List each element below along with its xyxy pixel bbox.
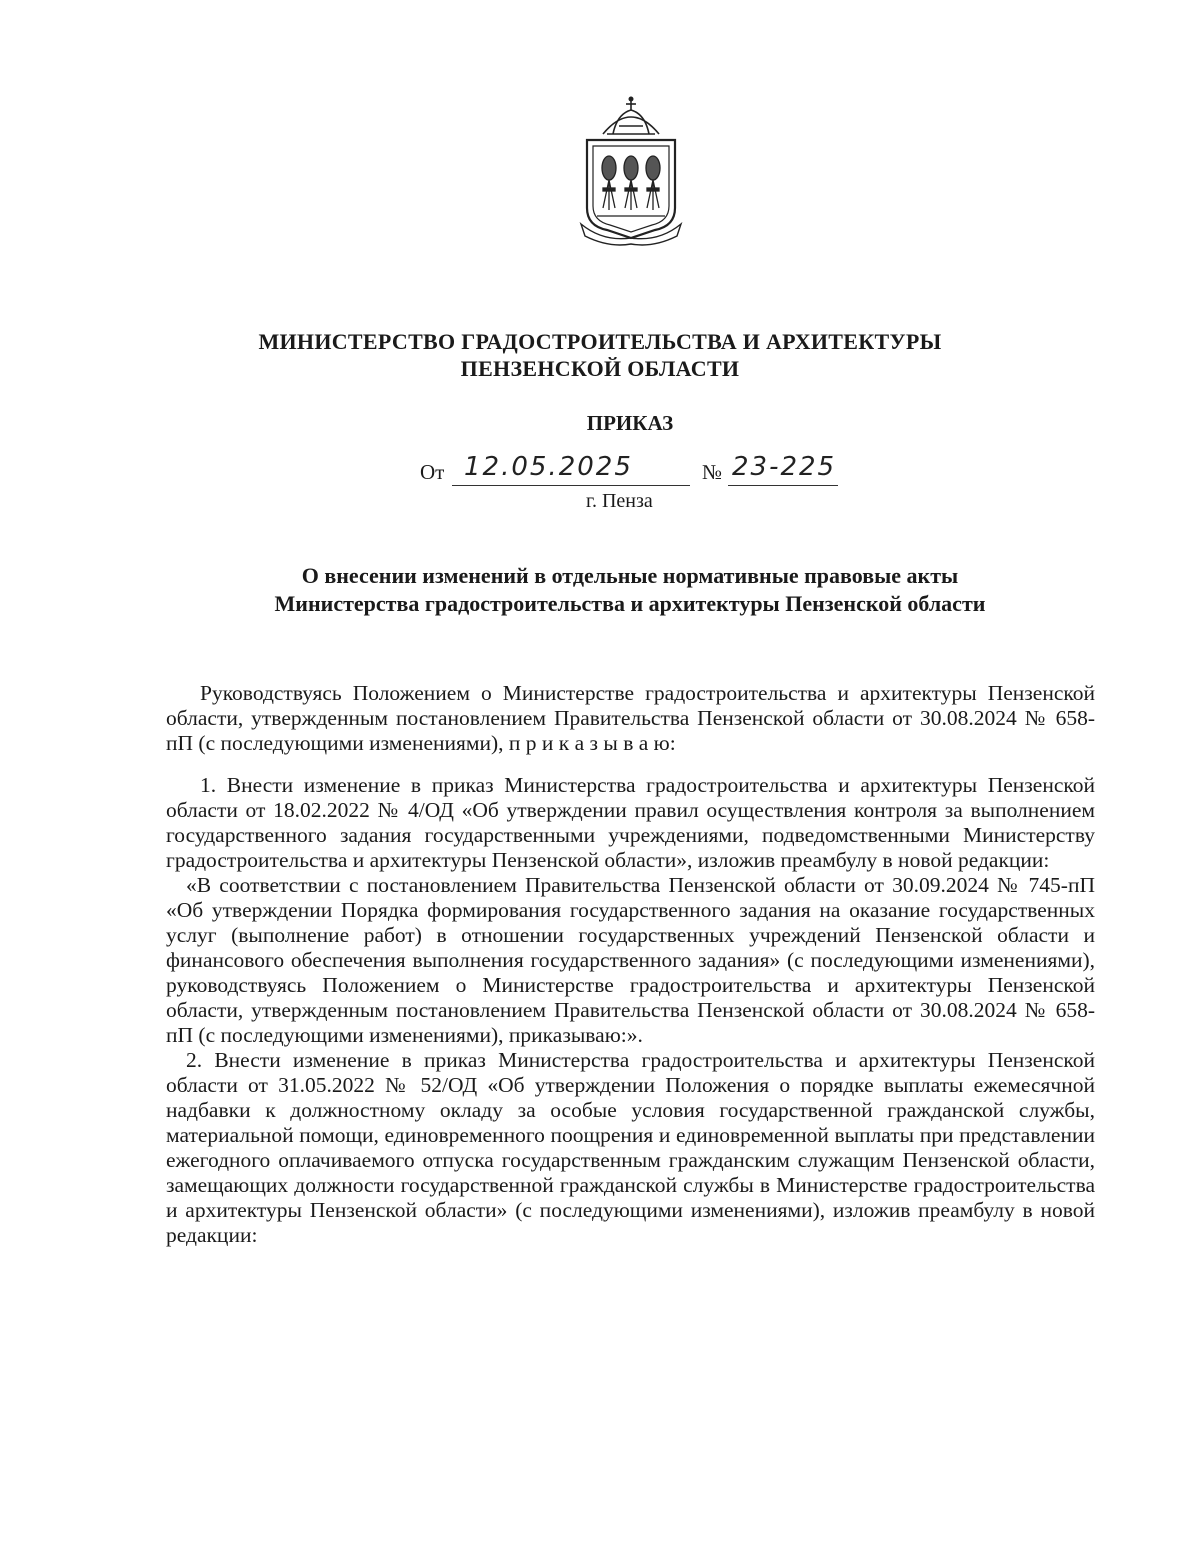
number-underline <box>728 485 838 486</box>
ministry-name <box>0 328 1200 382</box>
order-body <box>166 681 1095 1248</box>
item-1-paragraph: 1. Внести изменение в приказ Министерства градостроительства и архитектуры Пензенской области от 18.02.2022 № 4/ОД «Об утверждении правил осуществления контроля за выполнением государственного задания государственными учреждениями, подведомственными Министерству градостроительства и архитектуры Пензенской области», изложив преамбулу в новой редакции: <box>166 773 1095 872</box>
number-handwritten: 23-225 <box>732 452 837 482</box>
city: г. Пенза <box>586 490 653 512</box>
item-2-paragraph: 2. Внести изменение в приказ Министерства градостроительства и архитектуры Пензенской области от 31.05.2022 № 52/ОД «Об утверждении Положения о порядке выплаты ежемесячной надбавки к должностному окладу за особые условия государственной гражданской службы, материальной помощи, единовременного поощрения и единовременной выплаты при представлении ежегодного оплачиваемого отпуска государственным гражданским служащим Пензенской области, замещающих должности государственной гражданской службы в Министерстве градостроительства и архитектуры Пензенской области» (с последующими изменениями), изложив преамбулу в новой редакции: <box>166 1048 1095 1247</box>
number-label: № <box>702 460 723 484</box>
date-handwritten: 12.05.2025 <box>464 452 633 482</box>
ministry-name-line2: ПЕНЗЕНСКОЙ ОБЛАСТИ <box>460 356 740 381</box>
ministry-name-line1: МИНИСТЕРСТВО ГРАДОСТРОИТЕЛЬСТВА И АРХИТЕКТУРЫ <box>258 329 942 354</box>
date-label: От <box>420 460 445 484</box>
date-underline <box>452 485 690 486</box>
preamble-paragraph: Руководствуясь Положением о Министерстве градостроительства и архитектуры Пензенской области, утвержденным постановлением Правительства Пензенской области от 30.08.2024 № 658-пП (с последующими изменениями), п р и к а з ы в а ю: <box>166 681 1095 755</box>
coat-of-arms-icon <box>573 96 689 246</box>
order-subject <box>0 562 1200 618</box>
item-1-quote-paragraph: «В соответствии с постановлением Правительства Пензенской области от 30.09.2024 № 745-пП «Об утверждении Порядка формирования государственного задания на оказание государственных услуг (выполнение работ) в отношении государственных учреждений Пензенской области и финансового обеспечения выполнения государственного задания» (с последующими изменениями), руководствуясь Положением о Министерстве градостроительства и архитектуры Пензенской области, утвержденным постановлением Правительства Пензенской области от 30.08.2024 № 658-пП (с последующими изменениями), приказываю:». <box>166 873 1095 1047</box>
document-type-title: ПРИКАЗ <box>586 411 674 435</box>
subject-line2: Министерства градостроительства и архитектуры Пензенской области <box>274 591 986 616</box>
subject-line1: О внесении изменений в отдельные нормативные правовые акты <box>301 563 959 588</box>
